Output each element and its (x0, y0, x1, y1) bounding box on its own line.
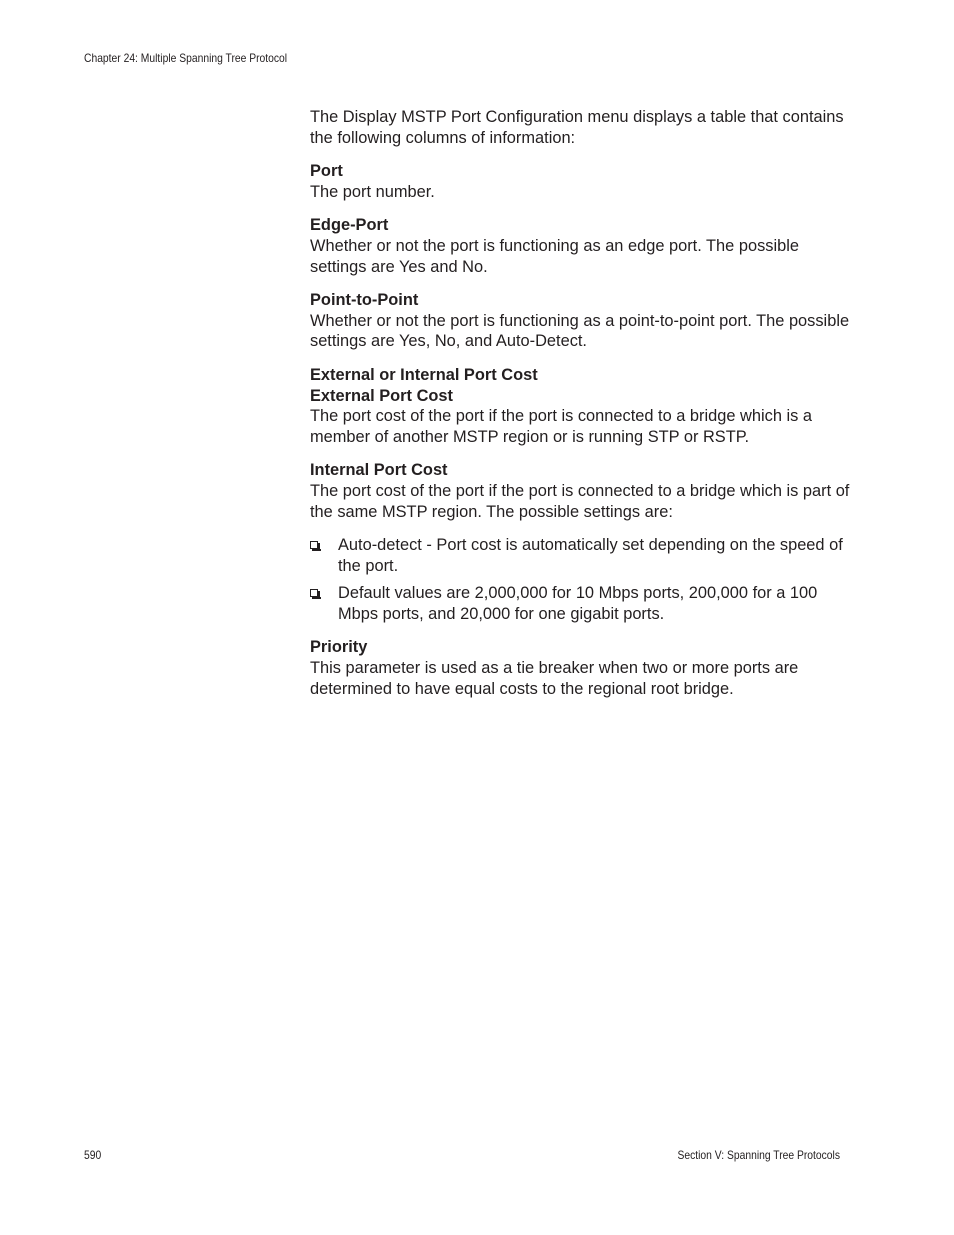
term-subtitle: External Port Cost (310, 386, 453, 405)
term-description: The port cost of the port if the port is connected to a bridge which is part of the same MSTP region. The possible settings are: (310, 481, 850, 521)
term-title: External or Internal Port Cost (310, 365, 538, 384)
term-title: Priority (310, 638, 368, 657)
settings-list (310, 535, 850, 624)
term-description: This parameter is used as a tie breaker when two or more ports are determined to have equal costs to the regional root bridge. (310, 659, 799, 698)
intro-paragraph: The Display MSTP Port Configuration menu displays a table that contains the following columns of information: (310, 108, 844, 147)
list-item-text: Auto-detect - Port cost is automatically set depending on the speed of the port. (338, 536, 843, 575)
term-title: Internal Port Cost (310, 461, 448, 480)
list-item-text: Default values are 2,000,000 for 10 Mbps ports, 200,000 for a 100 Mbps ports, and 20,000 for one gigabit ports. (338, 584, 818, 623)
checkbox-bullet-icon (310, 541, 318, 549)
term-title: Port (310, 162, 343, 181)
page-number: 590 (84, 1148, 102, 1162)
term-description: The port cost of the port if the port is connected to a bridge which is a member of another MSTP region or is running STP or RSTP. (310, 407, 813, 446)
list-item (310, 583, 850, 624)
term-edge-port (310, 215, 850, 277)
term-external-port-cost (310, 365, 850, 447)
section-title: Section V: Spanning Tree Protocols (677, 1148, 840, 1162)
term-description: The port number. (310, 182, 435, 201)
checkbox-bullet-icon (310, 589, 318, 597)
term-description: Whether or not the port is functioning as an edge port. The possible settings are Yes and No. (310, 236, 799, 276)
term-title: Point-to-Point (310, 291, 419, 310)
term-title: Edge-Port (310, 216, 389, 235)
term-port (310, 161, 850, 202)
term-priority (310, 637, 850, 699)
term-internal-port-cost (310, 460, 850, 522)
page-content (310, 107, 850, 712)
running-header: Chapter 24: Multiple Spanning Tree Protocol (84, 51, 288, 65)
term-description: Whether or not the port is functioning as a point-to-point port. The possible settings are Yes, No, and Auto-Detect. (310, 311, 850, 351)
term-point-to-point (310, 290, 850, 352)
list-item (310, 535, 850, 576)
